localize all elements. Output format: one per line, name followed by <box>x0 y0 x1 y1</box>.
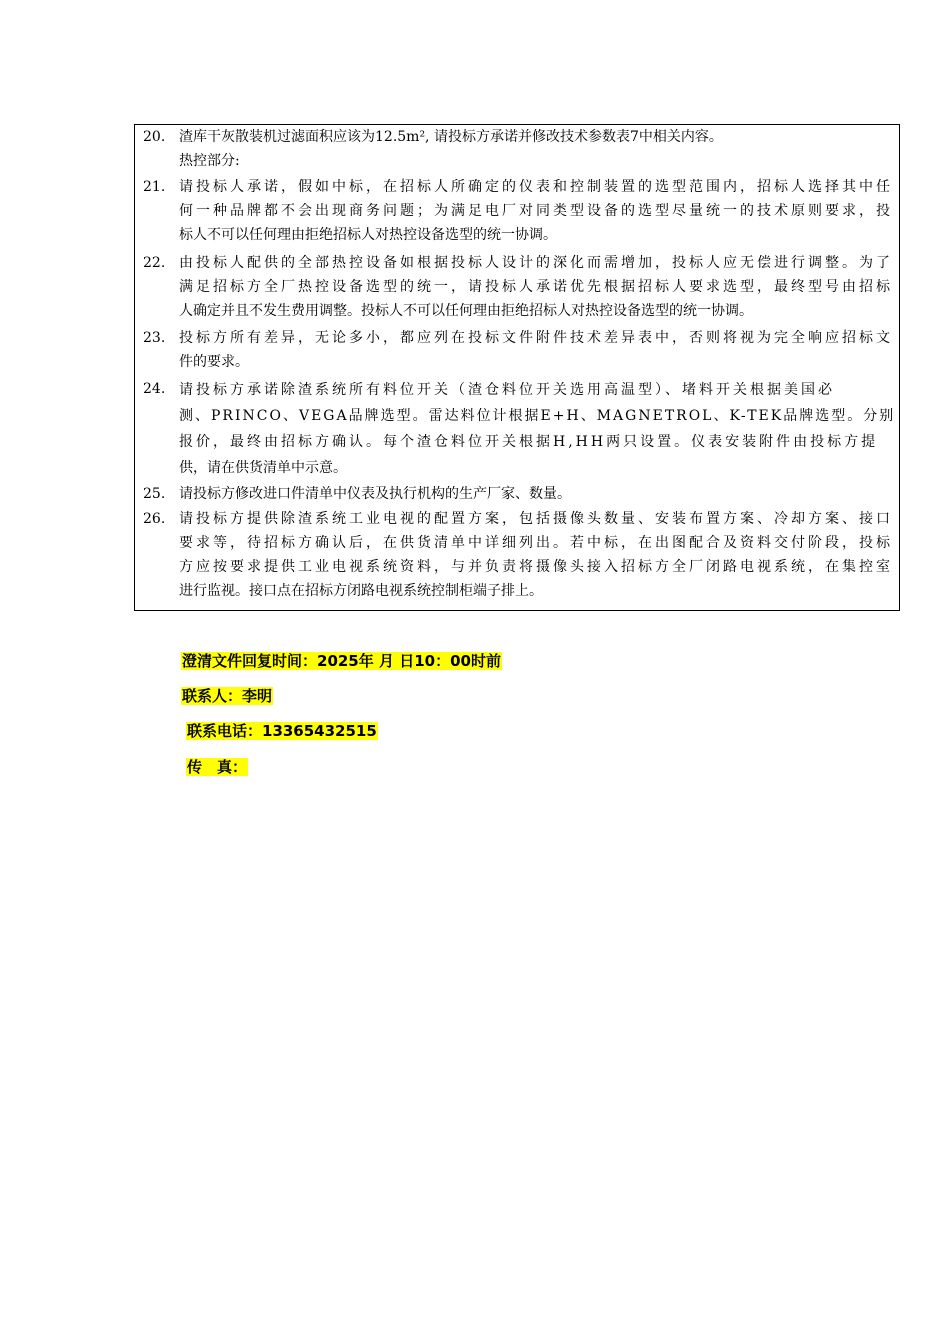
item-number: 21. <box>143 179 166 195</box>
item-line: 满足招标方全厂热控设备选型的统一，请投标人承诺优先根据招标人要求选型，最终型号由招标 <box>179 279 893 295</box>
item-line: 何一种品牌都不会出现商务问题；为满足电厂对同类型设备的选型尽量统一的技术原则要求，投 <box>179 203 893 219</box>
item-line: 渣库干灰散装机过滤面积应该为12.5m², 请投标方承诺并修改技术参数表7中相关内容。 <box>179 129 723 145</box>
item-line: 测、PRINCO、VEGA品牌选型。雷达料位计根据E+H、MAGNETROL、K-TEK品牌选型。分别 <box>179 408 896 424</box>
item-line: 方应按要求提供工业电视系统资料，与并负责将摄像头接入招标方全厂闭路电视系统，在集控室 <box>179 559 893 575</box>
item-line: 请投标方修改进口件清单中仪表及执行机构的生产厂家、数量。 <box>179 486 571 502</box>
item-text <box>179 326 895 374</box>
contact-person <box>181 686 273 706</box>
item-text <box>179 125 895 149</box>
fax-text: 传 真： <box>187 758 248 776</box>
item-line: 报价，最终由招标方确认。每个渣仓料位开关根据H,HH两只设置。仪表安装附件由投标方提 <box>179 434 879 450</box>
item-line: 请投标人承诺，假如中标，在招标人所确定的仪表和控制装置的选型范围内，招标人选择其中任 <box>179 179 893 195</box>
item-number: 24. <box>143 381 166 397</box>
item-line: 投标方所有差异，无论多小，都应列在投标文件附件技术差异表中，否则将视为完全响应招标文 <box>179 330 893 346</box>
list-item-23 <box>135 326 901 374</box>
item-line: 人确定并且不发生费用调整。投标人不可以任何理由拒绝招标人对热控设备选型的统一协调。 <box>179 303 753 319</box>
item-line: 热控部分: <box>179 153 240 169</box>
item-line: 进行监视。接口点在招标方闭路电视系统控制柜端子排上。 <box>179 583 543 599</box>
reply-time-text: 澄清文件回复时间：2025年 月 日10：00时前 <box>182 652 501 670</box>
item-number: 22. <box>143 255 166 271</box>
item-line: 请投标方承诺除渣系统所有料位开关（渣仓料位开关选用高温型）、堵料开关根据美国必 <box>179 382 835 398</box>
item-number: 26. <box>143 511 166 527</box>
section-heading-thermal-control <box>135 149 901 173</box>
contact-phone-text: 联系电话：13365432515 <box>187 722 377 740</box>
item-line: 请投标方提供除渣系统工业电视的配置方案，包括摄像头数量、安装布置方案、冷却方案、接口 <box>179 511 893 527</box>
fax <box>186 757 248 777</box>
item-text <box>179 507 895 603</box>
list-item-20 <box>135 125 901 149</box>
item-line: 标人不可以任何理由拒绝招标人对热控设备选型的统一协调。 <box>179 227 557 243</box>
list-item-21 <box>135 175 901 247</box>
item-text <box>179 175 895 247</box>
list-item-26 <box>135 507 901 603</box>
clarification-items-box <box>134 124 900 611</box>
item-line: 要求等，待招标方确认后，在供货清单中详细列出。若中标，在出图配合及资料交付阶段，投标 <box>179 535 893 551</box>
item-text <box>179 149 895 173</box>
item-number: 20. <box>143 129 166 145</box>
item-line: 由投标人配供的全部热控设备如根据投标人设计的深化而需增加，投标人应无偿进行调整。为了 <box>179 255 893 271</box>
contact-phone <box>186 721 378 741</box>
item-number: 23. <box>143 330 166 346</box>
item-text <box>179 377 895 481</box>
item-line: 供，请在供货清单中示意。 <box>179 460 347 476</box>
item-text <box>179 251 895 323</box>
reply-time <box>181 651 502 671</box>
list-item-24 <box>135 377 901 481</box>
item-number: 25. <box>143 486 166 502</box>
list-item-22 <box>135 251 901 323</box>
item-text <box>179 482 895 506</box>
list-item-25 <box>135 482 901 506</box>
contact-person-text: 联系人：李明 <box>182 687 273 705</box>
item-line: 件的要求。 <box>179 354 249 370</box>
